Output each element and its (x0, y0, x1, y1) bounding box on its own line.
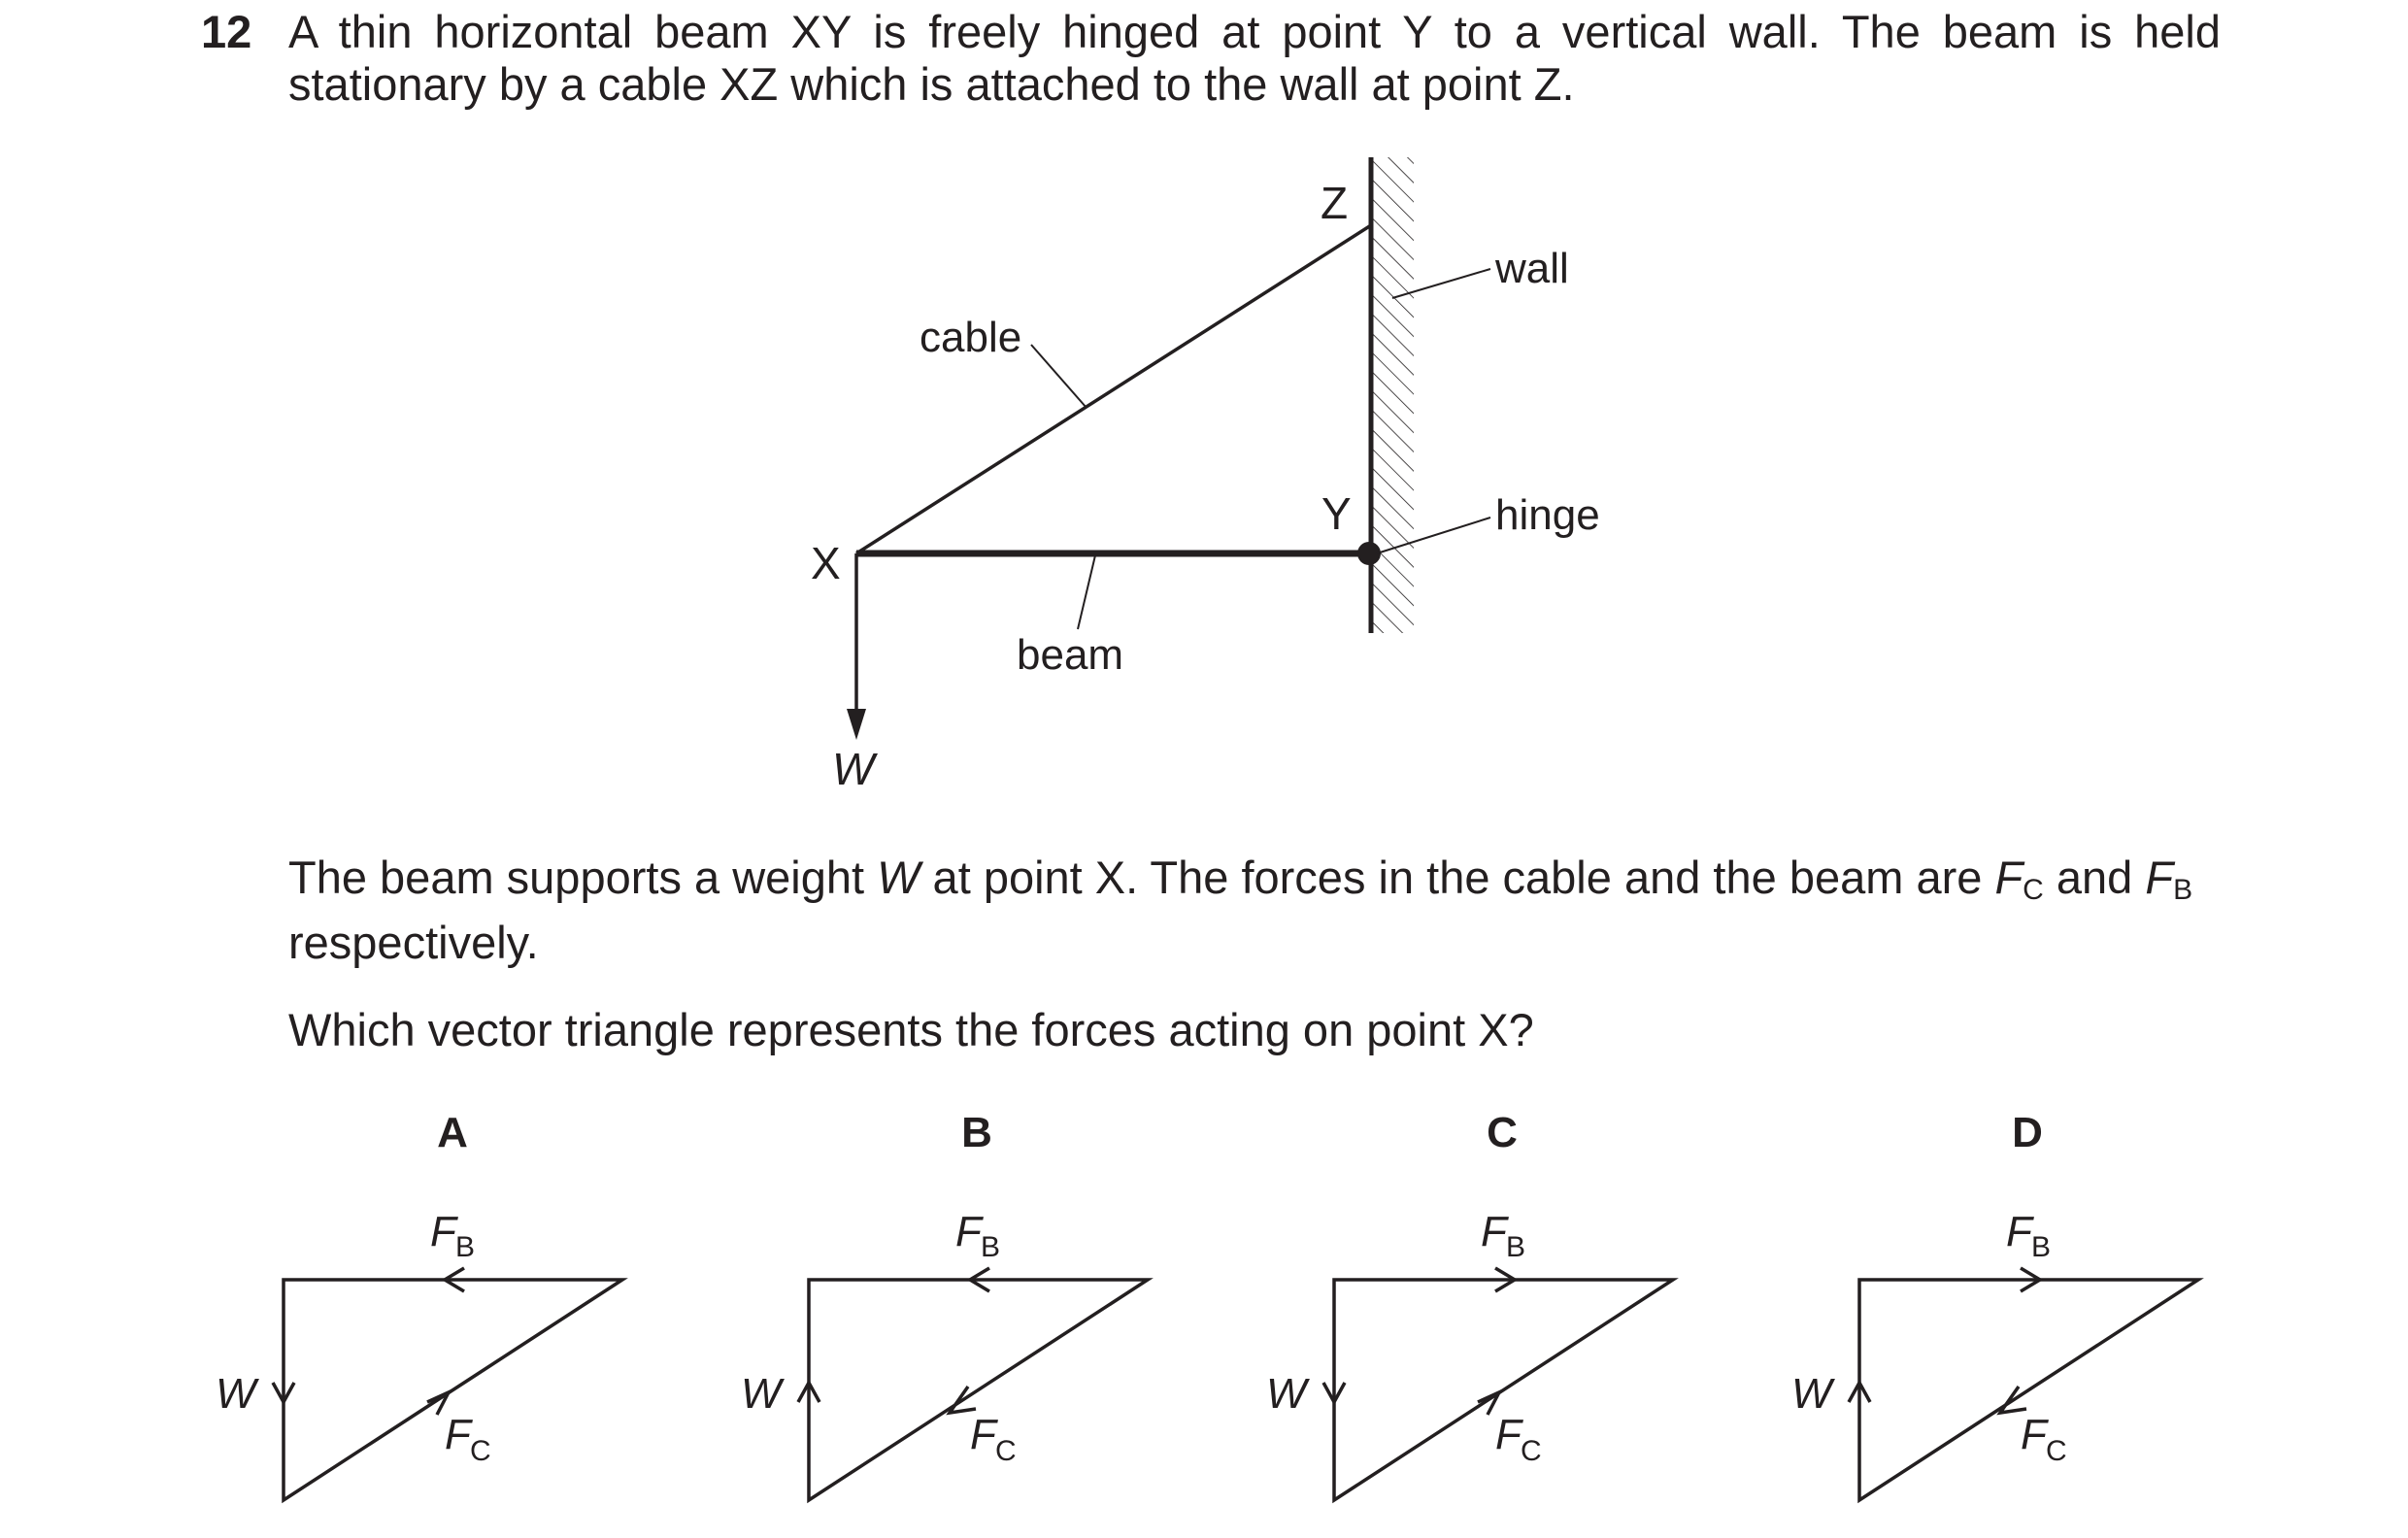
option-letter-A: A (437, 1109, 468, 1156)
fc-label-C-A: C (470, 1435, 491, 1467)
fc-label-F-C: F (1495, 1411, 1522, 1458)
label-Z: Z (1321, 178, 1349, 228)
triangle-C (1334, 1280, 1673, 1500)
fc-label-F-B: F (970, 1411, 996, 1458)
fb-label-F-D: F (2006, 1208, 2032, 1255)
w-label-D: W (1791, 1370, 1832, 1418)
fb-label-B-D: B (2031, 1231, 2052, 1263)
fc-label-C-B: C (995, 1435, 1017, 1467)
para2-sub-C: C (2023, 874, 2044, 906)
option-C[interactable] (1266, 1109, 1673, 1500)
para2-sub-B: B (2173, 874, 2193, 906)
w-label-B: W (741, 1370, 782, 1418)
option-letter-B: B (961, 1109, 992, 1156)
stem-line-2: stationary by a cable XZ which is attached to the wall at point Z. (288, 58, 1575, 110)
fb-label-F-A: F (430, 1208, 456, 1255)
w-label-A: W (216, 1370, 256, 1418)
fc-label-C-C: C (1521, 1435, 1542, 1467)
para2-F1: F (1994, 852, 2023, 903)
fb-label-B-C: B (1506, 1231, 1526, 1263)
fc-label-F-A: F (445, 1411, 471, 1458)
question-number: 12 (201, 6, 252, 57)
para2-text-b: at point X. The forces in the cable and the beam are (920, 852, 1995, 903)
fb-label-F-B: F (955, 1208, 982, 1255)
label-W: W (832, 744, 875, 794)
para2-W: W (877, 852, 920, 903)
label-wall: wall (1495, 245, 1569, 292)
label-cable: cable (920, 314, 1022, 361)
triangle-B (809, 1280, 1148, 1500)
stem-line-1: A thin horizontal beam XY is freely hinged at point Y to a vertical wall. The beam is held (288, 6, 2221, 57)
para2-F2: F (2145, 852, 2174, 903)
label-Y: Y (1321, 488, 1352, 539)
fb-label-F-C: F (1481, 1208, 1507, 1255)
fb-label-B-A: B (455, 1231, 476, 1263)
para2-and: and (2043, 852, 2146, 903)
option-B[interactable] (741, 1109, 1148, 1500)
label-beam: beam (1017, 631, 1124, 679)
option-A[interactable] (216, 1109, 622, 1500)
fc-label-C-D: C (2046, 1435, 2067, 1467)
option-D[interactable] (1791, 1109, 2198, 1500)
label-X: X (811, 538, 841, 588)
option-letter-C: C (1487, 1109, 1518, 1156)
para2-line2: respectively. (288, 917, 539, 968)
question-prompt: Which vector triangle represents the forces acting on point X? (288, 1004, 1534, 1055)
fc-label-F-D: F (2021, 1411, 2047, 1458)
option-letter-D: D (2012, 1109, 2043, 1156)
triangle-A (284, 1280, 622, 1500)
para2-text-a: The beam supports a weight (288, 852, 878, 903)
fb-label-B-B: B (981, 1231, 1001, 1263)
label-hinge: hinge (1495, 491, 1600, 539)
w-label-C: W (1266, 1370, 1307, 1418)
triangle-D (1859, 1280, 2198, 1500)
